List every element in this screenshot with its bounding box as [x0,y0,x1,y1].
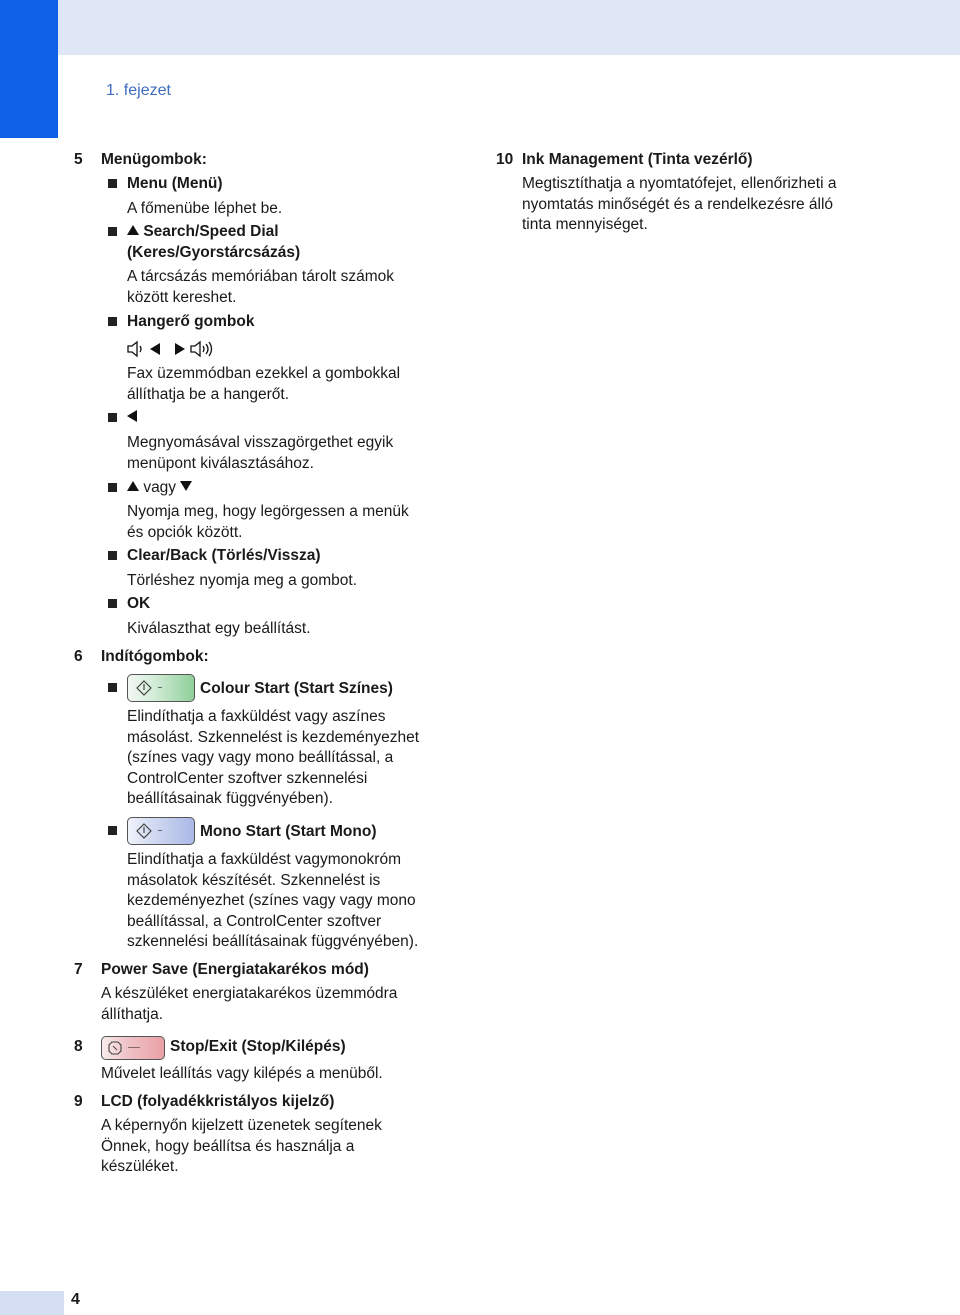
colour-start-button-image [127,674,195,702]
item-title: Indítógombok: [101,648,209,665]
mono-desc: beállítással, a ControlCenter szoftver [127,913,382,930]
menu-desc: A főmenübe léphet be. [127,200,283,217]
item-title: Ink Management (Tinta vezérlő) [522,151,753,168]
colour-desc: (színes vagy vagy mono beállítással, a [127,749,394,766]
bullet-icon [108,179,117,188]
bullet-icon [108,551,117,560]
left-arrow-icon [127,409,137,430]
ok-title: OK [127,595,151,612]
chapter-tab [0,0,58,138]
mono-start-button-image [127,817,195,845]
up-arrow-icon [127,481,139,491]
volume-desc: Fax üzemmódban ezekkel a gombokkal [127,365,401,382]
search-title-2: (Keres/Gyorstárcsázás) [127,244,301,261]
bullet-icon [108,483,117,492]
mono-desc: másolatok készítését. Szkennelést is [127,872,381,889]
item-desc: A képernyőn kijelzett üzenetek segítenek [101,1117,382,1134]
page-number: 4 [71,1291,80,1308]
item-number: 7 [74,961,83,978]
volume-keys [127,339,217,366]
ok-desc: Kiválaszthat egy beállítást. [127,620,311,637]
up-arrow-icon [127,225,139,235]
colour-start-title: Colour Start (Start Színes) [200,680,393,697]
item-desc: nyomtatás minőségét és a rendelkezésre álló [522,196,834,213]
updown-desc: és opciók között. [127,524,243,541]
clear-title: Clear/Back (Törlés/Vissza) [127,547,321,564]
mono-desc: Elindíthatja a faxküldést vagymonokróm [127,851,401,868]
menu-title: Menu (Menü) [127,175,223,192]
item-number: 10 [496,151,514,168]
back-desc: Megnyomásával visszagörgethet egyik [127,434,394,451]
bullet-icon [108,826,117,835]
colour-desc: beállításainak függvényében). [127,790,333,807]
stop-icon [108,1041,122,1055]
chapter-title: 1. fejezet [106,82,171,99]
colour-desc: másolást. Szkennelést is kezdeményezhet [127,729,420,746]
bullet-icon [108,413,117,422]
clear-desc: Törléshez nyomja meg a gombot. [127,572,358,589]
updown-title: vagy [127,478,192,499]
item-desc: Művelet leállítás vagy kilépés a menüből. [101,1065,383,1082]
item-number: 6 [74,648,83,665]
item-title: LCD (folyadékkristályos kijelző) [101,1093,335,1110]
item-desc: Önnek, hogy beállítsa és használja a [101,1138,355,1155]
search-desc: között kereshet. [127,289,237,306]
item-desc: Megtisztíthatja a nyomtatófejet, ellenőrizheti a [522,175,837,192]
volume-desc: állíthatja be a hangerőt. [127,386,290,403]
item-number: 9 [74,1093,83,1110]
search-title: Search/Speed Dial [127,222,279,243]
item-title: Stop/Exit (Stop/Kilépés) [170,1038,346,1055]
page-number-bar [0,1291,64,1315]
mono-start-title: Mono Start (Start Mono) [200,823,377,840]
bullet-icon [108,227,117,236]
mono-desc: szkennelési beállításainak függvényében). [127,933,419,950]
start-icon [136,823,152,839]
item-title: Power Save (Energiatakarékos mód) [101,961,369,978]
volume-title: Hangerő gombok [127,313,255,330]
item-desc: készüléket. [101,1158,179,1175]
bullet-icon [108,317,117,326]
item-desc: tinta mennyiséget. [522,216,648,233]
item-desc: állíthatja. [101,1006,164,1023]
item-title: Menügombok: [101,151,207,168]
item-desc: A készüléket energiatakarékos üzemmódra [101,985,398,1002]
colour-desc: ControlCenter szoftver szkennelési [127,770,368,787]
header-band [58,0,960,55]
mono-desc: kezdeményezhet (színes vagy vagy mono [127,892,416,909]
speaker-icon [127,339,217,359]
down-arrow-icon [180,481,192,491]
stop-button-image [101,1036,165,1060]
start-icon [136,680,152,696]
item-number: 8 [74,1038,83,1055]
back-desc: menüpont kiválasztásához. [127,455,314,472]
item-number: 5 [74,151,83,168]
bullet-icon [108,683,117,692]
colour-desc: Elindíthatja a faxküldést vagy aszínes [127,708,386,725]
bullet-icon [108,599,117,608]
search-desc: A tárcsázás memóriában tárolt számok [127,268,395,285]
updown-desc: Nyomja meg, hogy legörgessen a menük [127,503,409,520]
